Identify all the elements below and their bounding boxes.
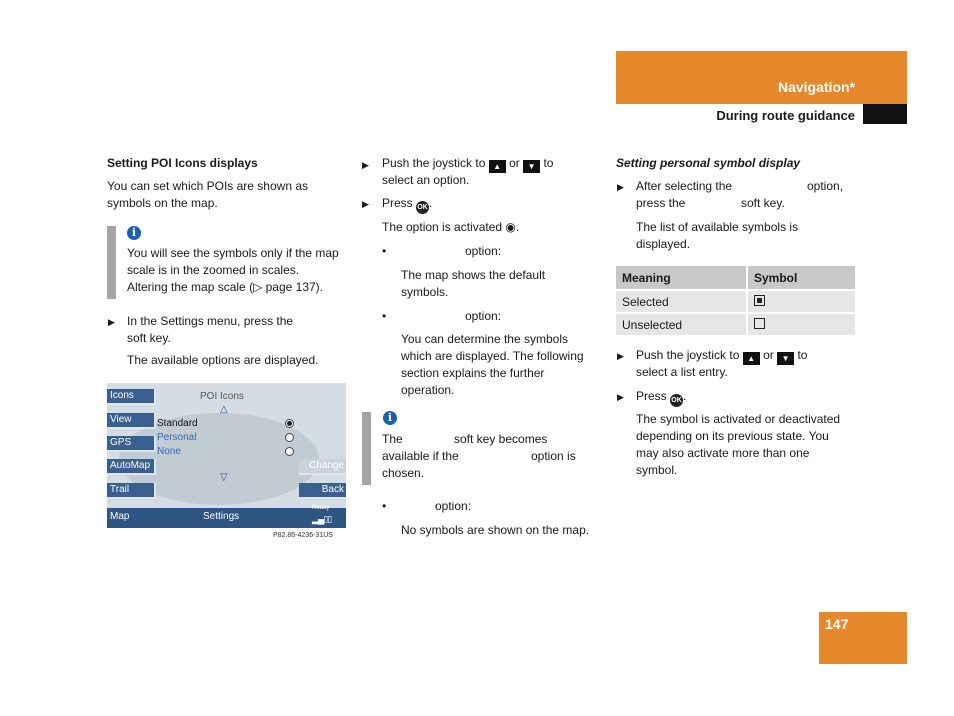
bullet-dot: • (382, 244, 387, 258)
section-subtitle: During route guidance (716, 108, 855, 123)
figure-code: P82.86-4236-31US (273, 532, 333, 539)
table-row (616, 290, 855, 313)
col3-step2-text: Push the joystick to (636, 348, 740, 362)
col2-info-line2a: available if the (382, 449, 459, 463)
table-cell-meaning: Selected (616, 290, 747, 313)
opt3-label: option: (435, 499, 472, 513)
info-icon: i (383, 411, 397, 425)
section-title: Navigation* (777, 79, 855, 95)
opt1-label: option: (465, 244, 502, 258)
opt1-desc-line1: The map shows the default (401, 268, 546, 282)
joystick-down-icon: ▼ (523, 160, 540, 173)
bullet-arrow-icon: ▶ (108, 317, 115, 327)
col3-result3-line1: The symbol is activated or deactivated (636, 412, 841, 426)
col3-step2-line1 (636, 347, 807, 365)
table-cell-meaning: Unselected (616, 313, 747, 335)
page-number: 147 (825, 616, 849, 632)
col2-or: or (509, 156, 520, 170)
screen-button-gps[interactable]: GPS (107, 436, 156, 452)
info-line1: You will see the symbols only if the map (127, 246, 339, 260)
col2-info-line2b: option is (531, 449, 576, 463)
symbol-table (616, 266, 855, 335)
col1-step1-line2: soft key. (127, 331, 171, 345)
opt2-desc-line4: operation. (401, 383, 455, 397)
col3-result-line2: displayed. (636, 237, 691, 251)
radio-empty-icon[interactable] (285, 433, 294, 442)
header-banner (616, 51, 907, 104)
opt1-desc-line2: symbols. (401, 285, 449, 299)
col3-step1-line1a: After selecting the (636, 179, 733, 193)
col3-step1-line2b: soft key. (741, 196, 785, 210)
col3-step1-line2a: press the (636, 196, 686, 210)
col1-step1-line1: In the Settings menu, press the (127, 314, 294, 328)
col2-info-line1a: The (382, 432, 403, 446)
checked-box-icon (754, 295, 765, 306)
col3-step1-line1b: option, (807, 179, 844, 193)
info-line3: Altering the map scale (▷ page 137). (127, 280, 324, 294)
status-ready: Ready (312, 505, 330, 511)
col2-step1-line2: select an option. (382, 173, 470, 187)
screen-status-bar (107, 505, 346, 528)
col2-step2: Press OK. (382, 195, 432, 214)
col3-press: Press (636, 389, 667, 403)
table-cell-symbol (747, 313, 855, 335)
col3-step3: Press OK. (636, 388, 686, 407)
radio-empty-icon[interactable] (285, 447, 294, 456)
radio-selected-icon[interactable] (285, 419, 294, 428)
col3-or: or (763, 348, 774, 362)
info-bar (362, 412, 371, 485)
table-header-meaning: Meaning (616, 266, 747, 290)
option-none[interactable]: None (157, 446, 181, 457)
settings-screen (107, 383, 346, 528)
opt2-desc-line3: section explains the further (401, 366, 545, 380)
ok-button-icon: OK (670, 394, 683, 407)
table-header-symbol: Symbol (747, 266, 855, 290)
col2-info-line3: chosen. (382, 466, 425, 480)
ok-button-icon: OK (416, 201, 429, 214)
bullet-dot: • (382, 309, 387, 323)
col2-step1-text: Push the joystick to (382, 156, 486, 170)
col1-intro-line2: symbols on the map. (107, 196, 218, 210)
screen-button-icons[interactable]: Icons (107, 389, 156, 405)
screen-button-change[interactable]: Change (299, 459, 346, 475)
screen-title: POI Icons (200, 391, 244, 402)
option-personal[interactable]: Personal (157, 432, 197, 443)
joystick-up-icon: ▲ (743, 352, 760, 365)
option-standard[interactable]: Standard (157, 418, 198, 429)
screen-button-back[interactable]: Back (299, 483, 346, 499)
screen-button-automap[interactable]: AutoMap (107, 459, 156, 475)
info-line2: scale is in the zoomed in scales. (127, 263, 300, 277)
bullet-arrow-icon: ▶ (617, 392, 624, 402)
joystick-up-icon: ▲ (489, 160, 506, 173)
col3-heading: Setting personal symbol display (616, 156, 801, 170)
col3-result3-line3: may also activate more than one (636, 446, 810, 460)
col3-result3-line2: depending on its previous state. You (636, 429, 829, 443)
col3-to: to (797, 348, 808, 362)
info-bar (107, 226, 116, 299)
table-row (616, 313, 855, 335)
status-settings[interactable]: Settings (203, 511, 240, 522)
joystick-down-icon: ▼ (777, 352, 794, 365)
col3-step2-line2: select a list entry. (636, 365, 728, 379)
screen-button-view[interactable]: View (107, 413, 156, 429)
col1-intro-line1: You can set which POIs are shown as (107, 179, 308, 193)
col2-activated-text: The option is activated (382, 220, 503, 234)
bullet-arrow-icon: ▶ (362, 160, 369, 170)
bullet-arrow-icon: ▶ (362, 199, 369, 209)
scroll-down-icon[interactable]: ▽ (220, 472, 228, 483)
bullet-dot: • (382, 499, 387, 513)
bullet-arrow-icon: ▶ (617, 182, 624, 192)
table-header-row (616, 266, 855, 290)
subtitle-marker (863, 104, 907, 124)
screen-button-trail[interactable]: Trail (107, 483, 156, 499)
signal-strength-icon: ▂▄▯▯ (312, 514, 332, 524)
col2-step1-line1 (382, 155, 553, 173)
radio-selected-icon: ◉ (505, 220, 516, 234)
opt2-label: option: (465, 309, 502, 323)
info-icon: i (127, 226, 141, 240)
col3-result3-line4: symbol. (636, 463, 678, 477)
col2-press: Press (382, 196, 413, 210)
bullet-arrow-icon: ▶ (617, 351, 624, 361)
scroll-up-icon[interactable]: △ (220, 404, 228, 415)
col1-result: The available options are displayed. (127, 353, 319, 367)
col3-result-line1: The list of available symbols is (636, 220, 799, 234)
opt3-desc: No symbols are shown on the map. (401, 523, 590, 537)
col2-activated: The option is activated ◉. (382, 220, 520, 234)
table-cell-symbol (747, 290, 855, 313)
empty-box-icon (754, 318, 765, 329)
col2-to: to (543, 156, 554, 170)
status-map[interactable]: Map (110, 511, 130, 522)
col2-info-line1b: soft key becomes (454, 432, 548, 446)
opt2-desc-line1: You can determine the symbols (401, 332, 568, 346)
col1-heading: Setting POI Icons displays (107, 156, 258, 170)
opt2-desc-line2: which are displayed. The following (401, 349, 584, 363)
